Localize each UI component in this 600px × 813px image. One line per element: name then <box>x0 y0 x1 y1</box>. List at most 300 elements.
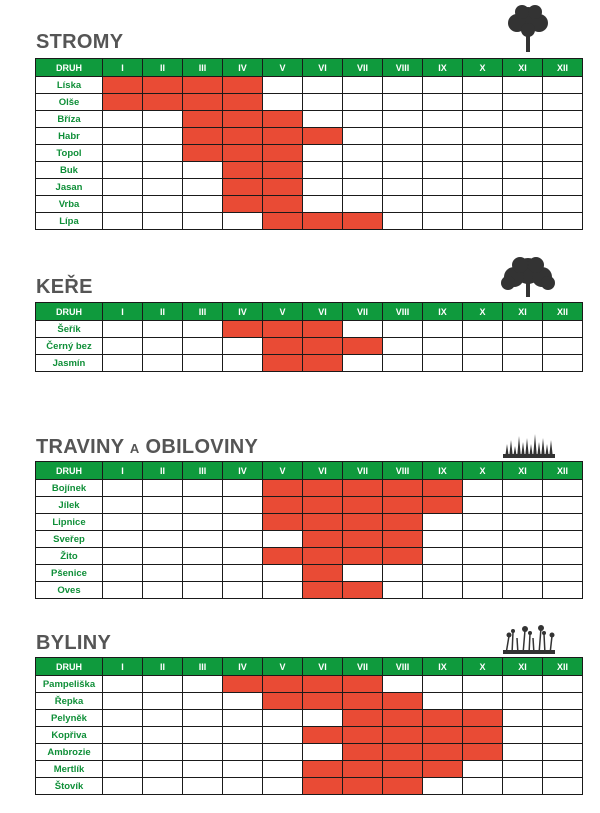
pollen-active-cell <box>263 514 303 531</box>
pollen-empty-cell <box>143 744 183 761</box>
pollen-empty-cell <box>543 145 583 162</box>
pollen-empty-cell <box>143 548 183 565</box>
pollen-empty-cell <box>543 196 583 213</box>
pollen-empty-cell <box>503 531 543 548</box>
pollen-active-cell <box>223 128 263 145</box>
header-month: IV <box>223 303 263 321</box>
pollen-empty-cell <box>143 693 183 710</box>
pollen-empty-cell <box>383 145 423 162</box>
pollen-active-cell <box>343 582 383 599</box>
pollen-empty-cell <box>463 111 503 128</box>
pollen-empty-cell <box>183 514 223 531</box>
pollen-empty-cell <box>503 111 543 128</box>
table-row <box>36 77 583 94</box>
pollen-empty-cell <box>423 693 463 710</box>
pollen-active-cell <box>183 128 223 145</box>
pollen-empty-cell <box>223 480 263 497</box>
pollen-table-grasses <box>35 461 583 599</box>
table-row <box>36 727 583 744</box>
pollen-empty-cell <box>543 548 583 565</box>
pollen-active-cell <box>343 778 383 795</box>
pollen-empty-cell <box>463 162 503 179</box>
header-month: VI <box>303 59 343 77</box>
pollen-table-trees <box>35 58 583 230</box>
header-month: I <box>103 658 143 676</box>
pollen-empty-cell <box>263 565 303 582</box>
plant-name: Lípa <box>36 213 103 230</box>
pollen-empty-cell <box>543 565 583 582</box>
pollen-empty-cell <box>143 778 183 795</box>
pollen-empty-cell <box>303 94 343 111</box>
pollen-empty-cell <box>423 565 463 582</box>
pollen-active-cell <box>303 693 343 710</box>
pollen-empty-cell <box>143 128 183 145</box>
pollen-empty-cell <box>223 693 263 710</box>
header-month: IX <box>423 303 463 321</box>
pollen-empty-cell <box>543 744 583 761</box>
pollen-empty-cell <box>143 179 183 196</box>
pollen-active-cell <box>183 94 223 111</box>
pollen-empty-cell <box>183 338 223 355</box>
grass-icon <box>503 432 555 458</box>
pollen-empty-cell <box>503 128 543 145</box>
pollen-empty-cell <box>423 77 463 94</box>
pollen-empty-cell <box>303 145 343 162</box>
pollen-empty-cell <box>263 727 303 744</box>
header-month: VI <box>303 303 343 321</box>
pollen-empty-cell <box>223 355 263 372</box>
pollen-empty-cell <box>503 693 543 710</box>
header-month: III <box>183 658 223 676</box>
section-title: STROMY <box>36 31 124 53</box>
table-row <box>36 213 583 230</box>
pollen-empty-cell <box>183 531 223 548</box>
plant-name: Černý bez <box>36 338 103 355</box>
plant-name: Bojínek <box>36 480 103 497</box>
pollen-empty-cell <box>183 162 223 179</box>
pollen-empty-cell <box>143 761 183 778</box>
table-row <box>36 778 583 795</box>
pollen-empty-cell <box>543 162 583 179</box>
plant-name: Vrba <box>36 196 103 213</box>
pollen-empty-cell <box>103 321 143 338</box>
pollen-empty-cell <box>503 196 543 213</box>
plant-name: Pšenice <box>36 565 103 582</box>
plant-name: Sveřep <box>36 531 103 548</box>
header-month: I <box>103 462 143 480</box>
pollen-active-cell <box>343 676 383 693</box>
pollen-empty-cell <box>423 338 463 355</box>
pollen-active-cell <box>423 727 463 744</box>
pollen-empty-cell <box>263 778 303 795</box>
pollen-table-shrubs <box>35 302 583 372</box>
pollen-empty-cell <box>543 693 583 710</box>
pollen-empty-cell <box>503 497 543 514</box>
pollen-active-cell <box>303 548 343 565</box>
pollen-empty-cell <box>543 213 583 230</box>
pollen-active-cell <box>303 761 343 778</box>
pollen-empty-cell <box>303 710 343 727</box>
pollen-active-cell <box>303 213 343 230</box>
pollen-empty-cell <box>183 548 223 565</box>
pollen-active-cell <box>303 778 343 795</box>
pollen-empty-cell <box>183 213 223 230</box>
pollen-empty-cell <box>543 710 583 727</box>
header-month: V <box>263 462 303 480</box>
pollen-empty-cell <box>543 111 583 128</box>
pollen-empty-cell <box>423 321 463 338</box>
pollen-empty-cell <box>543 497 583 514</box>
pollen-empty-cell <box>463 480 503 497</box>
pollen-active-cell <box>303 355 343 372</box>
pollen-empty-cell <box>303 179 343 196</box>
pollen-active-cell <box>263 676 303 693</box>
pollen-active-cell <box>263 338 303 355</box>
table-row <box>36 145 583 162</box>
pollen-empty-cell <box>463 128 503 145</box>
pollen-active-cell <box>103 94 143 111</box>
pollen-empty-cell <box>103 565 143 582</box>
header-month: X <box>463 462 503 480</box>
pollen-empty-cell <box>103 338 143 355</box>
section-title: BYLINY <box>36 632 112 654</box>
pollen-empty-cell <box>103 514 143 531</box>
section-title: TRAVINY A OBILOVINY <box>36 436 259 458</box>
header-month: XII <box>543 462 583 480</box>
header-month: XII <box>543 59 583 77</box>
header-month: VIII <box>383 303 423 321</box>
table-row <box>36 693 583 710</box>
pollen-empty-cell <box>423 213 463 230</box>
table-row <box>36 710 583 727</box>
pollen-empty-cell <box>223 548 263 565</box>
pollen-empty-cell <box>383 565 423 582</box>
pollen-empty-cell <box>503 162 543 179</box>
pollen-empty-cell <box>143 213 183 230</box>
section-title: KEŘE <box>36 276 93 298</box>
pollen-empty-cell <box>143 565 183 582</box>
pollen-active-cell <box>303 338 343 355</box>
pollen-empty-cell <box>223 778 263 795</box>
pollen-empty-cell <box>383 128 423 145</box>
header-month: XI <box>503 462 543 480</box>
header-druh: DRUH <box>36 462 103 480</box>
pollen-empty-cell <box>143 676 183 693</box>
plant-name: Lipnice <box>36 514 103 531</box>
pollen-active-cell <box>263 128 303 145</box>
pollen-empty-cell <box>263 761 303 778</box>
header-month: II <box>143 303 183 321</box>
plant-name: Kopřiva <box>36 727 103 744</box>
pollen-empty-cell <box>383 162 423 179</box>
pollen-empty-cell <box>543 531 583 548</box>
pollen-empty-cell <box>223 514 263 531</box>
header-month: III <box>183 59 223 77</box>
pollen-active-cell <box>343 744 383 761</box>
pollen-active-cell <box>343 213 383 230</box>
pollen-empty-cell <box>423 179 463 196</box>
table-row <box>36 338 583 355</box>
pollen-empty-cell <box>103 162 143 179</box>
pollen-empty-cell <box>463 77 503 94</box>
pollen-empty-cell <box>463 514 503 531</box>
pollen-empty-cell <box>423 514 463 531</box>
header-month: I <box>103 59 143 77</box>
pollen-empty-cell <box>503 710 543 727</box>
pollen-empty-cell <box>223 497 263 514</box>
pollen-empty-cell <box>463 582 503 599</box>
pollen-empty-cell <box>143 196 183 213</box>
pollen-active-cell <box>343 338 383 355</box>
pollen-empty-cell <box>503 77 543 94</box>
pollen-active-cell <box>223 111 263 128</box>
header-month: IV <box>223 658 263 676</box>
pollen-empty-cell <box>463 321 503 338</box>
pollen-empty-cell <box>463 94 503 111</box>
pollen-active-cell <box>343 514 383 531</box>
pollen-empty-cell <box>503 744 543 761</box>
pollen-active-cell <box>423 480 463 497</box>
pollen-empty-cell <box>463 531 503 548</box>
pollen-empty-cell <box>503 727 543 744</box>
pollen-empty-cell <box>263 94 303 111</box>
pollen-table-herbs <box>35 657 583 795</box>
pollen-active-cell <box>263 179 303 196</box>
pollen-empty-cell <box>383 77 423 94</box>
pollen-active-cell <box>423 744 463 761</box>
pollen-active-cell <box>423 761 463 778</box>
pollen-empty-cell <box>303 77 343 94</box>
header-month: XII <box>543 658 583 676</box>
plant-name: Ambrozie <box>36 744 103 761</box>
pollen-empty-cell <box>183 761 223 778</box>
pollen-active-cell <box>223 94 263 111</box>
pollen-empty-cell <box>143 514 183 531</box>
pollen-empty-cell <box>343 355 383 372</box>
pollen-empty-cell <box>263 744 303 761</box>
pollen-empty-cell <box>503 94 543 111</box>
tree-icon <box>505 4 551 52</box>
pollen-empty-cell <box>383 196 423 213</box>
pollen-empty-cell <box>383 94 423 111</box>
plant-name: Habr <box>36 128 103 145</box>
header-month: VII <box>343 462 383 480</box>
header-month: IV <box>223 59 263 77</box>
pollen-empty-cell <box>143 162 183 179</box>
pollen-empty-cell <box>183 582 223 599</box>
pollen-active-cell <box>383 548 423 565</box>
pollen-empty-cell <box>103 548 143 565</box>
pollen-empty-cell <box>103 355 143 372</box>
pollen-active-cell <box>423 710 463 727</box>
pollen-active-cell <box>223 77 263 94</box>
pollen-active-cell <box>223 321 263 338</box>
pollen-empty-cell <box>303 111 343 128</box>
pollen-empty-cell <box>103 196 143 213</box>
pollen-empty-cell <box>463 355 503 372</box>
pollen-empty-cell <box>543 727 583 744</box>
header-druh: DRUH <box>36 303 103 321</box>
pollen-empty-cell <box>383 111 423 128</box>
pollen-empty-cell <box>503 321 543 338</box>
pollen-active-cell <box>303 676 343 693</box>
pollen-empty-cell <box>103 676 143 693</box>
header-druh: DRUH <box>36 59 103 77</box>
pollen-empty-cell <box>143 355 183 372</box>
plant-name: Jílek <box>36 497 103 514</box>
table-row <box>36 321 583 338</box>
pollen-empty-cell <box>223 761 263 778</box>
shrub-icon <box>500 253 556 297</box>
pollen-empty-cell <box>103 128 143 145</box>
plant-name: Žito <box>36 548 103 565</box>
header-month: IV <box>223 462 263 480</box>
pollen-empty-cell <box>183 321 223 338</box>
pollen-empty-cell <box>463 676 503 693</box>
pollen-empty-cell <box>383 676 423 693</box>
pollen-active-cell <box>343 710 383 727</box>
pollen-active-cell <box>383 727 423 744</box>
pollen-empty-cell <box>143 338 183 355</box>
pollen-empty-cell <box>103 761 143 778</box>
pollen-empty-cell <box>223 531 263 548</box>
pollen-empty-cell <box>183 196 223 213</box>
pollen-empty-cell <box>103 145 143 162</box>
table-row <box>36 761 583 778</box>
pollen-active-cell <box>143 77 183 94</box>
pollen-active-cell <box>263 145 303 162</box>
header-month: III <box>183 303 223 321</box>
pollen-empty-cell <box>343 94 383 111</box>
pollen-active-cell <box>183 111 223 128</box>
table-row <box>36 111 583 128</box>
pollen-empty-cell <box>503 548 543 565</box>
pollen-active-cell <box>303 565 343 582</box>
pollen-active-cell <box>303 582 343 599</box>
pollen-active-cell <box>383 480 423 497</box>
plant-name: Oves <box>36 582 103 599</box>
pollen-active-cell <box>223 162 263 179</box>
table-row <box>36 179 583 196</box>
table-header-row <box>36 658 583 676</box>
pollen-empty-cell <box>223 213 263 230</box>
pollen-empty-cell <box>343 128 383 145</box>
header-month: IX <box>423 59 463 77</box>
pollen-empty-cell <box>543 761 583 778</box>
pollen-active-cell <box>263 497 303 514</box>
pollen-empty-cell <box>263 710 303 727</box>
pollen-empty-cell <box>503 338 543 355</box>
pollen-empty-cell <box>143 710 183 727</box>
table-row <box>36 94 583 111</box>
header-month: VI <box>303 658 343 676</box>
pollen-empty-cell <box>423 162 463 179</box>
pollen-empty-cell <box>543 179 583 196</box>
header-month: I <box>103 303 143 321</box>
pollen-empty-cell <box>503 480 543 497</box>
header-month: XI <box>503 59 543 77</box>
pollen-empty-cell <box>463 778 503 795</box>
header-month: VII <box>343 303 383 321</box>
pollen-empty-cell <box>183 480 223 497</box>
table-header-row <box>36 303 583 321</box>
pollen-active-cell <box>343 693 383 710</box>
plant-name: Buk <box>36 162 103 179</box>
pollen-empty-cell <box>223 727 263 744</box>
header-month: XII <box>543 303 583 321</box>
header-month: X <box>463 59 503 77</box>
pollen-empty-cell <box>543 77 583 94</box>
pollen-empty-cell <box>183 676 223 693</box>
pollen-empty-cell <box>263 531 303 548</box>
pollen-empty-cell <box>463 497 503 514</box>
pollen-empty-cell <box>463 145 503 162</box>
pollen-active-cell <box>263 480 303 497</box>
pollen-active-cell <box>343 497 383 514</box>
pollen-active-cell <box>303 128 343 145</box>
pollen-empty-cell <box>383 355 423 372</box>
pollen-empty-cell <box>343 111 383 128</box>
pollen-empty-cell <box>183 710 223 727</box>
pollen-empty-cell <box>423 128 463 145</box>
pollen-active-cell <box>303 497 343 514</box>
pollen-empty-cell <box>543 582 583 599</box>
header-month: IX <box>423 462 463 480</box>
header-month: II <box>143 59 183 77</box>
pollen-empty-cell <box>343 162 383 179</box>
pollen-active-cell <box>303 514 343 531</box>
header-month: XI <box>503 303 543 321</box>
pollen-empty-cell <box>103 727 143 744</box>
plant-name: Pampeliška <box>36 676 103 693</box>
pollen-empty-cell <box>503 565 543 582</box>
pollen-empty-cell <box>143 531 183 548</box>
pollen-empty-cell <box>263 77 303 94</box>
plant-name: Líska <box>36 77 103 94</box>
pollen-empty-cell <box>423 582 463 599</box>
pollen-empty-cell <box>503 676 543 693</box>
pollen-empty-cell <box>143 727 183 744</box>
pollen-active-cell <box>303 321 343 338</box>
table-row <box>36 676 583 693</box>
table-row <box>36 548 583 565</box>
pollen-active-cell <box>263 548 303 565</box>
pollen-active-cell <box>263 321 303 338</box>
pollen-empty-cell <box>263 582 303 599</box>
plant-name: Jasmín <box>36 355 103 372</box>
table-row <box>36 497 583 514</box>
pollen-empty-cell <box>463 565 503 582</box>
header-month: VIII <box>383 59 423 77</box>
pollen-active-cell <box>463 744 503 761</box>
pollen-active-cell <box>383 744 423 761</box>
pollen-empty-cell <box>423 778 463 795</box>
pollen-empty-cell <box>183 179 223 196</box>
pollen-empty-cell <box>103 778 143 795</box>
pollen-empty-cell <box>423 531 463 548</box>
pollen-empty-cell <box>223 565 263 582</box>
pollen-active-cell <box>383 531 423 548</box>
pollen-active-cell <box>423 497 463 514</box>
pollen-empty-cell <box>143 145 183 162</box>
pollen-empty-cell <box>503 179 543 196</box>
plant-name: Mertlík <box>36 761 103 778</box>
pollen-empty-cell <box>543 128 583 145</box>
pollen-empty-cell <box>383 321 423 338</box>
pollen-empty-cell <box>143 111 183 128</box>
pollen-empty-cell <box>503 778 543 795</box>
header-month: VIII <box>383 462 423 480</box>
